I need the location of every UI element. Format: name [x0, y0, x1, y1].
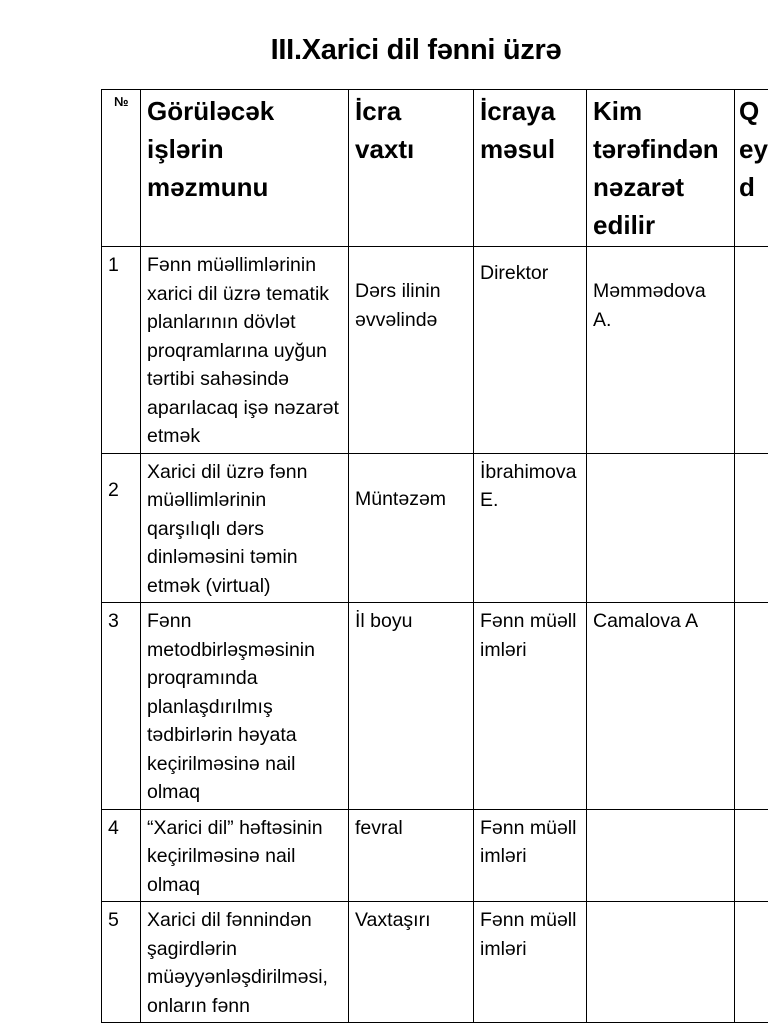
- row-controller: [587, 453, 735, 603]
- row-content: “Xarici dil” həftəsinin keçirilməsinə nail olmaq: [141, 809, 349, 902]
- table-row: [102, 247, 768, 454]
- table-row: [102, 809, 768, 902]
- table-row: [102, 603, 768, 810]
- row-content: Xarici dil fənnindən şagirdlərin müəyyənləşdirilməsi, onların fənn: [141, 902, 349, 1023]
- row-number: 4: [102, 809, 141, 902]
- row-time: fevral: [349, 809, 474, 902]
- row-number: 2: [102, 453, 141, 603]
- page-title: III.Xarici dil fənni üzrə: [270, 34, 562, 66]
- row-time: Müntəzəm: [349, 453, 474, 603]
- row-number: 3: [102, 603, 141, 810]
- row-note: [735, 603, 768, 810]
- row-time: Vaxtaşırı: [349, 902, 474, 1023]
- header-number: №: [102, 90, 141, 247]
- row-number: 1: [102, 247, 141, 454]
- header-content: Görüləcək işlərin məzmunu: [141, 90, 349, 247]
- header-time: İcra vaxtı: [349, 90, 474, 247]
- header-note: Qeyd: [735, 90, 768, 247]
- work-plan-table: [101, 89, 768, 1023]
- header-responsible: İcraya məsul: [474, 90, 587, 247]
- table-row: [102, 453, 768, 603]
- row-content: Fənn metodbirləşməsinin proqramında planlaşdırılmış tədbirlərin həyata keçirilməsinə nail olmaq: [141, 603, 349, 810]
- table-row: [102, 902, 768, 1023]
- row-note: [735, 902, 768, 1023]
- table-header-row: [102, 90, 768, 247]
- row-note: [735, 453, 768, 603]
- row-content: Fənn müəllimlərinin xarici dil üzrə tematik planlarının dövlət proqramlarına uyğun tərtibi sahəsində aparılacaq işə nəzarət etmək: [141, 247, 349, 454]
- row-note: [735, 247, 768, 454]
- row-responsible: Fənn müəllimləri: [474, 809, 587, 902]
- row-responsible: İbrahimova E.: [474, 453, 587, 603]
- header-controller: Kim tərəfindən nəzarət edilir: [587, 90, 735, 247]
- row-responsible: Fənn müəllimləri: [474, 902, 587, 1023]
- row-controller: Camalova A: [587, 603, 735, 810]
- row-controller: [587, 809, 735, 902]
- row-time: Dərs ilinin əvvəlində: [349, 247, 474, 454]
- row-controller: Məmmədova A.: [587, 247, 735, 454]
- row-number: 5: [102, 902, 141, 1023]
- row-note: [735, 809, 768, 902]
- row-responsible: Fənn müəllimləri: [474, 603, 587, 810]
- row-content: Xarici dil üzrə fənn müəllimlərinin qarşılıqlı dərs dinləməsini təmin etmək (virtual): [141, 453, 349, 603]
- row-responsible: Direktor: [474, 247, 587, 454]
- row-time: İl boyu: [349, 603, 474, 810]
- row-controller: [587, 902, 735, 1023]
